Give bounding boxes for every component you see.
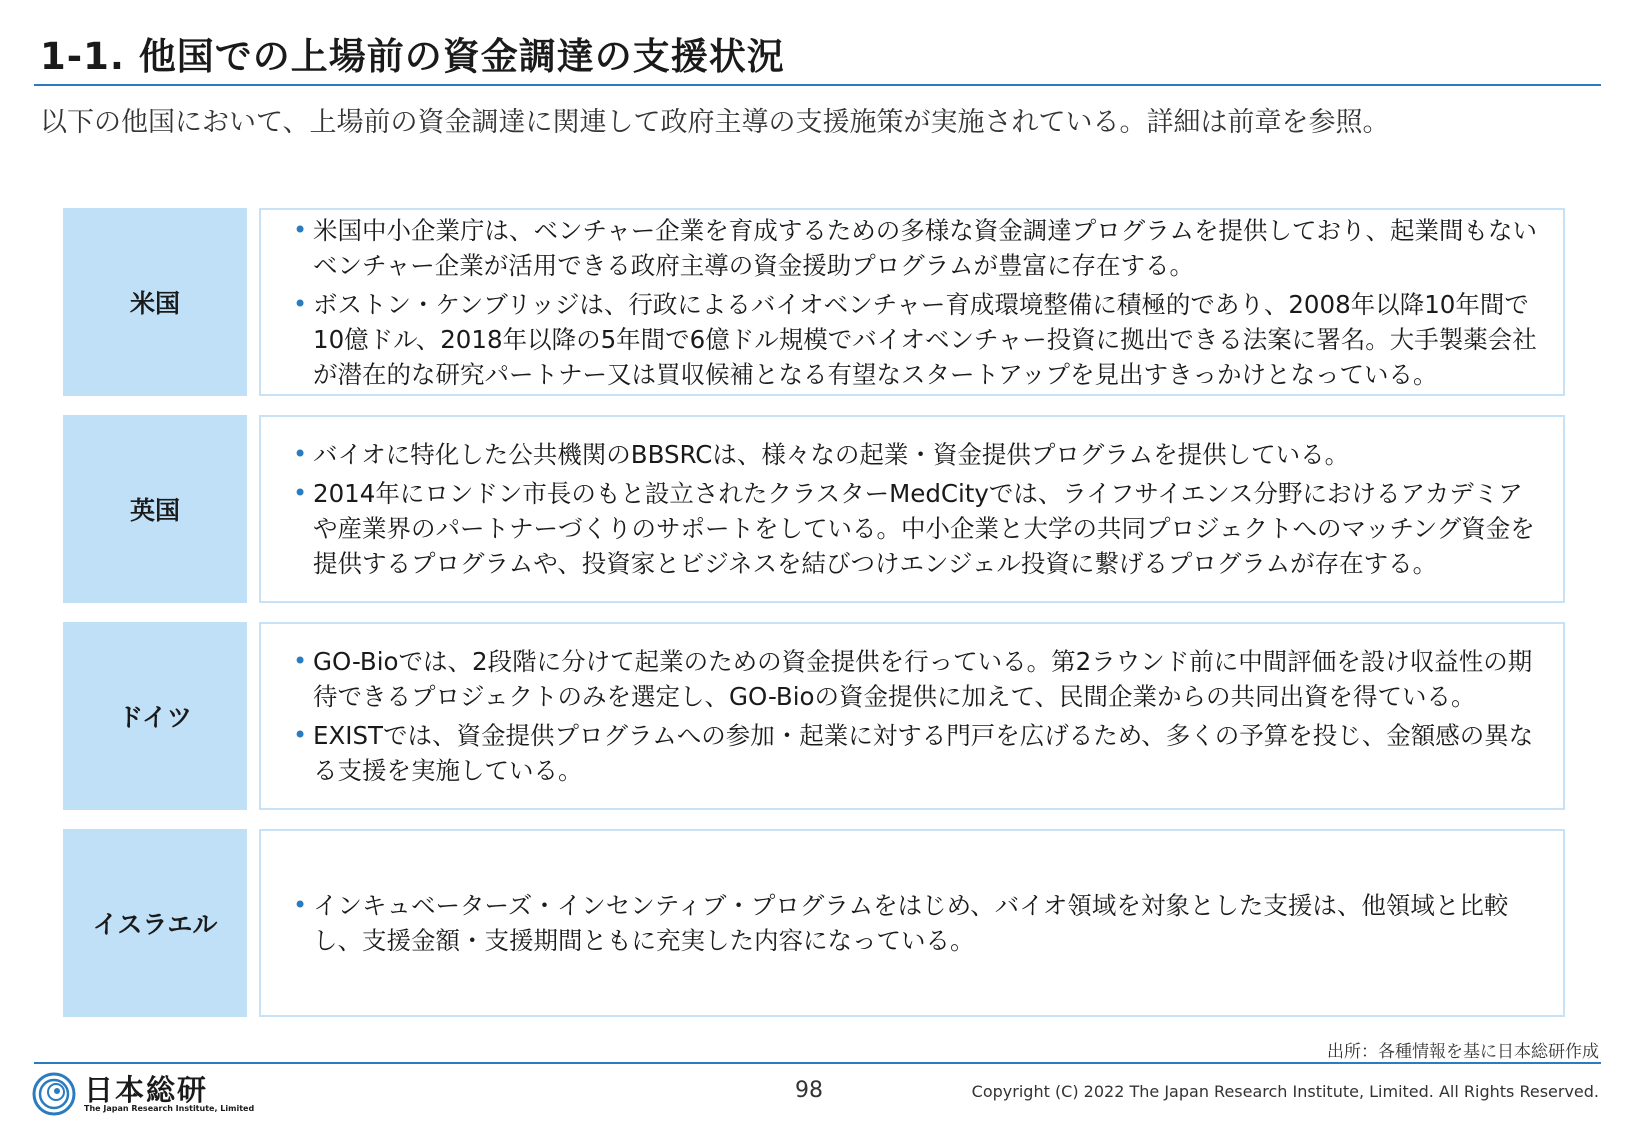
detail-bullet (293, 888, 1537, 958)
detail-bullet (293, 718, 1537, 788)
bullet-marker: • (293, 289, 308, 318)
source-note: 出所：各種情報を基に日本総研作成 (1327, 1042, 1599, 1062)
bullet-text: インキュベーターズ・インセンティブ・プログラムをはじめ、バイオ領域を対象とした支援は、他領域と比較し、支援金額・支援期間ともに充実した内容になっている。 (313, 891, 1509, 955)
company-logo (32, 1068, 255, 1120)
detail-bullet (293, 437, 1537, 472)
page-number: 98 (795, 1078, 823, 1103)
detail-bullet (293, 287, 1537, 392)
country-details (259, 622, 1565, 810)
bullet-marker: • (293, 440, 308, 468)
bullet-text: 米国中小企業庁は、ベンチャー企業を育成するための多様な資金調達プログラムを提供しており、起業間もないベンチャー企業が活用できる政府主導の資金援助プログラムが豊富に存在する。 (313, 215, 1538, 280)
bullet-marker: • (293, 721, 308, 749)
logo-subtext: The Japan Research Institute, Limited (84, 1104, 255, 1113)
copyright-notice: Copyright (C) 2022 The Japan Research Institute, Limited. All Rights Reserved. (971, 1082, 1599, 1101)
bullet-text: 2014年にロンドン市長のもと設立されたクラスターMedCityでは、ライフサイエンス分野におけるアカデミアや産業界のパートナーづくりのサポートをしている。中小企業と大学の共同プロジェクトへのマッチング資金を提供するプログラムや、投資家とビジネスを結びつけエンジェル投資に繋げるプログラムが存在する。 (313, 479, 1535, 578)
country-row-uk (63, 415, 1565, 603)
jri-logo-icon (32, 1072, 76, 1116)
bullet-text: EXISTでは、資金提供プログラムへの参加・起業に対する門戸を広げるため、多くの予算を投じ、金額感の異なる支援を実施している。 (313, 721, 1534, 785)
country-details (259, 415, 1565, 603)
bullet-marker: • (293, 891, 308, 919)
title-divider (34, 84, 1601, 86)
logo-text: 日本総研 (84, 1073, 209, 1107)
bullet-marker: • (293, 215, 308, 244)
country-details (259, 208, 1565, 396)
page-subtitle: 以下の他国において、上場前の資金調達に関連して政府主導の支援施策が実施されている。詳細は前章を参照。 (40, 107, 1390, 138)
country-details (259, 829, 1565, 1017)
footer-divider (34, 1062, 1601, 1064)
bullet-marker: • (293, 479, 308, 507)
country-label: 英国 (63, 415, 247, 603)
detail-bullet (293, 476, 1537, 581)
country-label: 米国 (63, 208, 247, 396)
detail-bullet (293, 644, 1537, 714)
country-label: イスラエル (63, 829, 247, 1017)
country-row-usa (63, 208, 1565, 396)
bullet-text: バイオに特化した公共機関のBBSRCは、様々なの起業・資金提供プログラムを提供している。 (313, 440, 1350, 469)
bullet-text: GO-Bioでは、2段階に分けて起業のための資金提供を行っている。第2ラウンド前に中間評価を設け収益性の期待できるプロジェクトのみを選定し、GO-Bioの資金提供に加えて、民間企業からの共同出資を得ている。 (313, 647, 1533, 711)
bullet-text: ボストン・ケンブリッジは、行政によるバイオベンチャー育成環境整備に積極的であり、2008年以降10年間で10億ドル、2018年以降の5年間で6億ドル規模でバイオベンチャー投資に拠出できる法案に署名。大手製薬会社が潜在的な研究パートナー又は買収候補となる有望なスタートアップを見出すきっかけとなっている。 (313, 289, 1537, 389)
country-row-germany (63, 622, 1565, 810)
bullet-marker: • (293, 647, 308, 675)
detail-bullet (293, 213, 1537, 283)
country-label: ドイツ (63, 622, 247, 810)
page-title: 1-1. 他国での上場前の資金調達の支援状況 (40, 35, 785, 78)
country-row-israel (63, 829, 1565, 1017)
